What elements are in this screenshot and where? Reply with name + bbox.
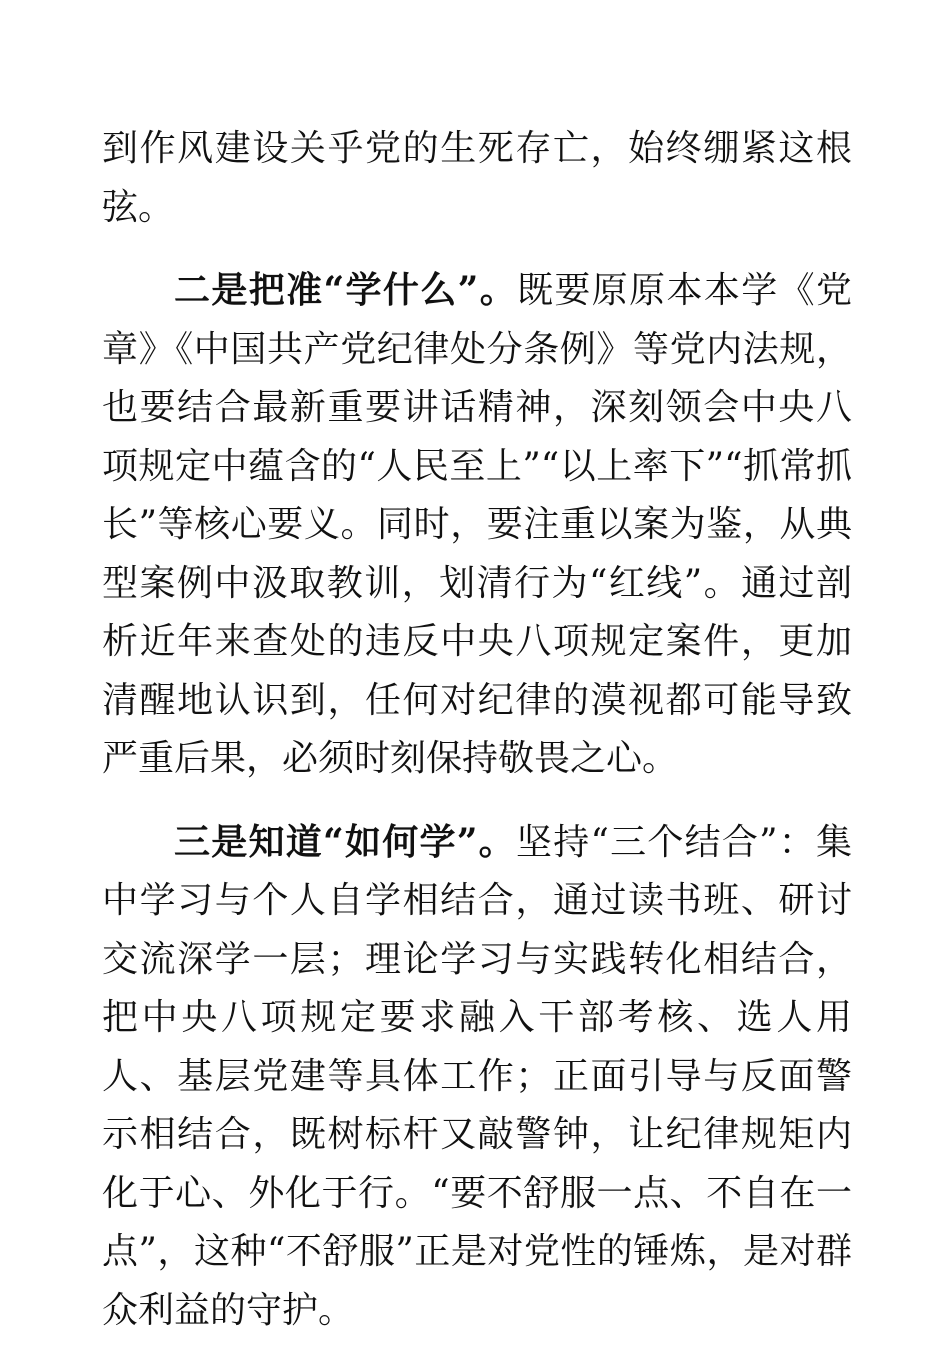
paragraph-text: 坚持“三个结合”：集中学习与个人自学相结合，通过读书班、研讨交流深学一层；理论学习与实践转化相结合，把中央八项规定要求融入干部考核、选人用人、基层党建等具体工作；正面引导与反面警示相结合，既树标杆又敲警钟，让纪律规矩内化于心、外化于行。“要不舒服一点、不自在一点”，这种“不舒服”正是对党性的锤炼，是对群众利益的守护。 — [102, 821, 853, 1331]
paragraph-text: 既要原原本本学《党章》《中国共产党纪律处分条例》等党内法规，也要结合最新重要讲话精神，深刻领会中央八项规定中蕴含的“人民至上”“以上率下”“抓常抓长”等核心要义。同时，要注重以案为鉴，从典型案例中汲取教训，划清行为“红线”。通过剖析近年来查处的违反中央八项规定案件，更加清醒地认识到，任何对纪律的漠视都可能导致严重后果，必须时刻保持敬畏之心。 — [102, 270, 852, 779]
paragraph-continuation — [102, 120, 852, 237]
document-page — [102, 120, 852, 1364]
paragraph-heading: 二是把准“学什么”。 — [174, 269, 518, 311]
paragraph-what-to-learn — [102, 261, 852, 789]
paragraph-heading: 三是知道“如何学”。 — [174, 820, 516, 863]
paragraph-text: 到作风建设关乎党的生死存亡，始终绷紧这根弦。 — [102, 128, 852, 228]
paragraph-how-to-learn — [102, 813, 852, 1341]
